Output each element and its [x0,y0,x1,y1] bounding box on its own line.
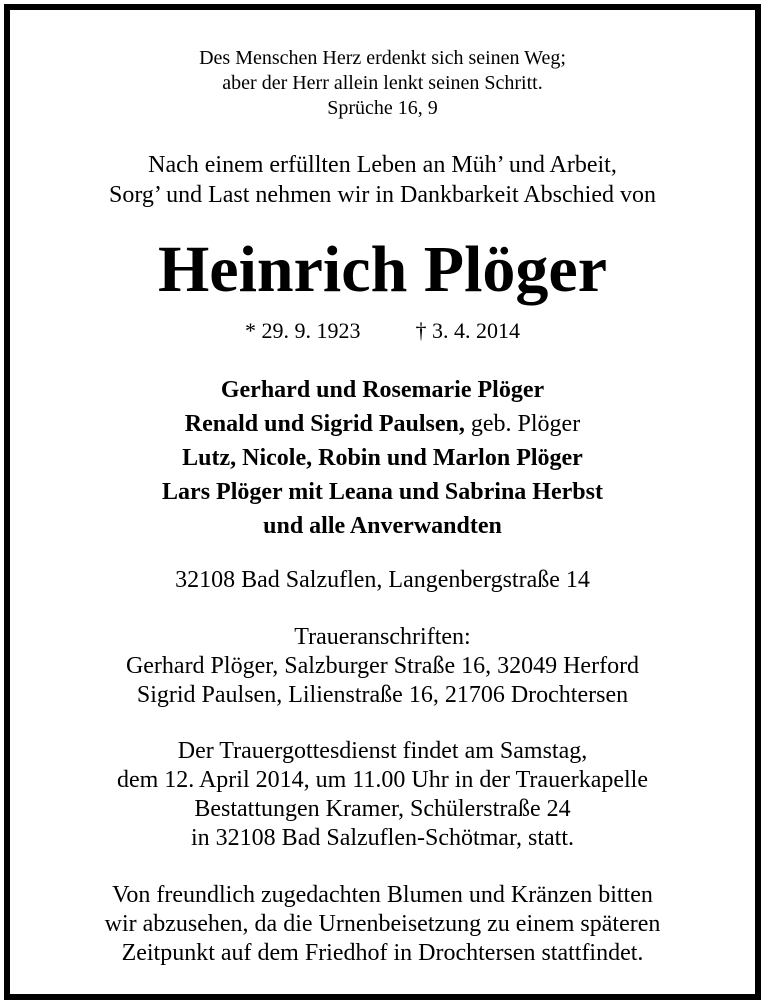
request-line: Zeitpunkt auf dem Friedhof in Drochtersen stattfindet. [121,940,644,966]
verse-line: aber der Herr allein lenkt seinen Schritt. [222,72,543,94]
request-line: wir abzusehen, da die Urnenbeisetzung zu einem späteren [104,911,661,937]
verse-line: Des Menschen Herz erdenkt sich seinen Weg; [199,47,566,69]
condolence-address: Sigrid Paulsen, Lilienstraße 16, 21706 Drochtersen [136,682,629,708]
service-line: Bestattungen Kramer, Schülerstraße 24 [194,796,571,822]
birth-date: * 29. 9. 1923 [245,318,361,343]
verse-reference: Sprüche 16, 9 [327,97,438,119]
service-line: dem 12. April 2014, um 11.00 Uhr in der Trauerkapelle [116,767,649,793]
condolence-heading: Traueranschriften: [294,624,471,650]
intro-line: Sorg’ und Last nehmen wir in Dankbarkeit Abschied von [108,182,656,208]
maiden-name: geb. Plöger [470,411,581,437]
life-dates [10,318,755,344]
family-line: Gerhard und Rosemarie Plöger [220,377,545,403]
family-names: Renald und Sigrid Paulsen, [184,411,465,437]
condolence-address: Gerhard Plöger, Salzburger Straße 16, 32049 Herford [125,653,640,679]
family-line: Lutz, Nicole, Robin und Marlon Plöger [182,445,583,471]
obituary-notice [10,10,755,994]
family-address: 32108 Bad Salzuflen, Langenbergstraße 14 [175,567,590,593]
death-date: † 3. 4. 2014 [415,318,520,343]
family-line: Lars Plöger mit Leana und Sabrina Herbst [162,479,603,505]
family-line [10,407,755,441]
deceased-name: Heinrich Plöger [157,233,608,306]
obituary-border [4,4,761,1000]
intro-line: Nach einem erfüllten Leben an Müh’ und Arbeit, [148,152,617,178]
service-line: Der Trauergottesdienst findet am Samstag, [177,738,588,764]
request-line: Von freundlich zugedachten Blumen und Kränzen bitten [112,882,653,908]
family-line: und alle Anverwandten [263,513,502,539]
service-line: in 32108 Bad Salzuflen-Schötmar, statt. [191,825,574,851]
